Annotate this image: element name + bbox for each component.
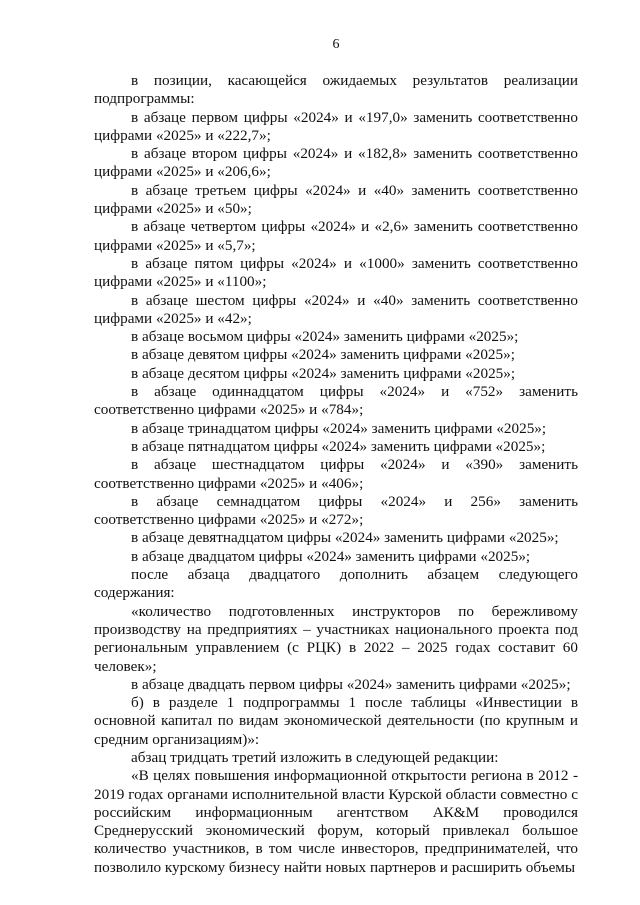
quoted-paragraph: «В целях повышения информационной открытости региона в 2012 - 2019 годах органами исполнительной власти Курской области совместно с российским информационным агентством АК&М проводился Среднерусский экономический форум, который привлекал большое количество участников, в том числе инвесторов, предпринимателей, что позволило курскому бизнесу найти новых партнеров и расширить объемы bbox=[94, 767, 578, 876]
paragraph: в абзаце десятом цифры «2024» заменить цифрами «2025»; bbox=[131, 364, 516, 382]
paragraph: в абзаце третьем цифры «2024» и «40» заменить соответственно цифрами «2025» и «50»; bbox=[94, 181, 578, 218]
paragraph: в абзаце тринадцатом цифры «2024» заменить цифрами «2025»; bbox=[131, 419, 547, 437]
paragraph: в абзаце втором цифры «2024» и «182,8» заменить соответственно цифрами «2025» и «206,6»; bbox=[94, 145, 578, 181]
paragraph: в абзаце пятнадцатом цифры «2024» заменить цифрами «2025»; bbox=[131, 437, 546, 455]
paragraph: в позиции, касающейся ожидаемых результатов реализации подпрограммы: bbox=[94, 72, 578, 108]
paragraph: в абзаце девятом цифры «2024» заменить цифрами «2025»; bbox=[131, 346, 515, 364]
paragraph: в абзаце двадцать первом цифры «2024» заменить цифрами «2025»; bbox=[131, 675, 571, 693]
paragraph: в абзаце двадцатом цифры «2024» заменить цифрами «2025»; bbox=[131, 547, 531, 565]
paragraph: в абзаце шестом цифры «2024» и «40» заменить соответственно цифрами «2025» и «42»; bbox=[94, 291, 578, 327]
paragraph: б) в разделе 1 подпрограммы 1 после таблицы «Инвестиции в основной капитал по видам экономической деятельности (по крупным и средним организациям)»: bbox=[94, 694, 578, 748]
paragraph: в абзаце девятнадцатом цифры «2024» заменить цифрами «2025»; bbox=[131, 529, 559, 547]
page-number: 6 bbox=[332, 37, 340, 52]
paragraph: в абзаце пятом цифры «2024» и «1000» заменить соответственно цифрами «2025» и «1100»; bbox=[94, 254, 578, 291]
paragraph: в абзаце первом цифры «2024» и «197,0» заменить соответственно цифрами «2025» и «222,7»; bbox=[94, 108, 578, 144]
paragraph: в абзаце одиннадцатом цифры «2024» и «752» заменить соответственно цифрами «2025» и «784»; bbox=[94, 383, 578, 419]
paragraph: после абзаца двадцатого дополнить абзацем следующего содержания: bbox=[94, 566, 578, 602]
quoted-paragraph: «количество подготовленных инструкторов по бережливому производству на предприятиях – участниках национального проекта под региональным управлением (с РЦК) в 2022 – 2025 годах составит 60 человек»; bbox=[94, 602, 578, 675]
paragraph: в абзаце четвертом цифры «2024» и «2,6» заменить соответственно цифрами «2025» и «5,7»; bbox=[94, 218, 578, 254]
paragraph: абзац тридцать третий изложить в следующей редакции: bbox=[131, 748, 499, 766]
paragraph: в абзаце восьмом цифры «2024» заменить цифрами «2025»; bbox=[131, 328, 519, 346]
paragraph: в абзаце шестнадцатом цифры «2024» и «390» заменить соответственно цифрами «2025» и «406»; bbox=[94, 456, 578, 492]
paragraph: в абзаце семнадцатом цифры «2024» и 256» заменить соответственно цифрами «2025» и «272»; bbox=[94, 492, 578, 529]
document-body bbox=[94, 72, 578, 877]
